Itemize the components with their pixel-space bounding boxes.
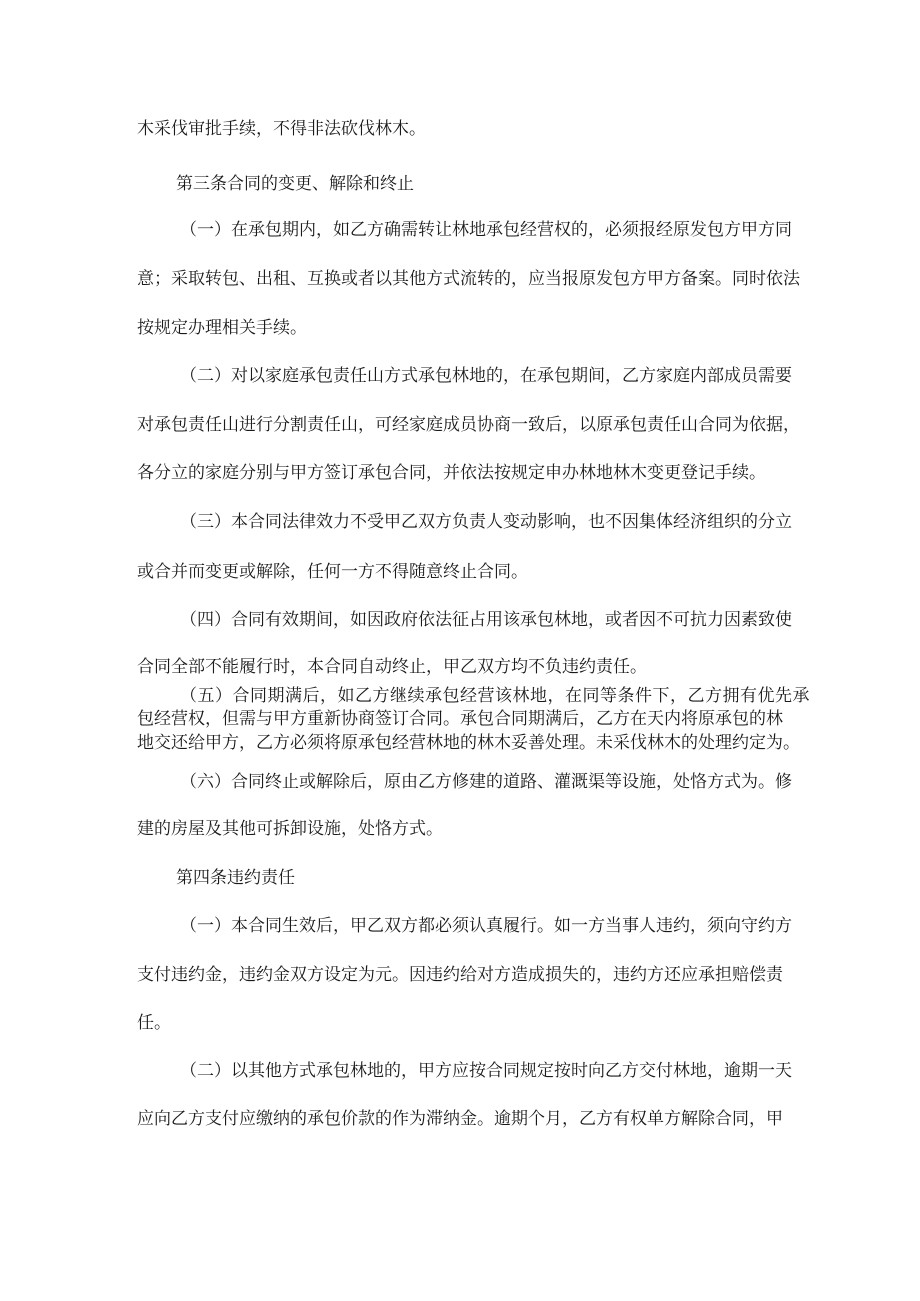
paragraph-line: 意；采取转包、出租、互换或者以其他方式流转的，应当报原发包方甲方备案。同时依法: [137, 269, 800, 289]
paragraph-line: 地交还给甲方，乙方必须将原承包经营林地的林木妥善处理。未采伐林木的处理约定为。: [137, 733, 800, 753]
paragraph-line: （六）合同终止或解除后，原由乙方修建的道路、灌溉渠等设施，处恪方式为。修: [180, 772, 792, 792]
paragraph-line: 木采伐审批手续，不得非法砍伐林木。: [137, 119, 426, 139]
paragraph-line: （一）在承包期内，如乙方确需转让林地承包经营权的，必须报经原发包方甲方同: [180, 220, 792, 240]
section-heading: 第三条合同的变更、解除和终止: [176, 174, 414, 194]
paragraph-line: 包经营权，但需与甲方重新协商签订合同。承包合同期满后，乙方在天内将原承包的林: [137, 709, 783, 729]
paragraph-line: 支付违约金，违约金双方设定为元。因违约给对方造成损失的，违约方还应承担赔偿责: [137, 965, 783, 985]
paragraph-line: 建的房屋及其他可拆卸设施，处恪方式。: [137, 819, 443, 839]
paragraph-line: 应向乙方支付应缴纳的承包价款的作为滞纳金。逾期个月，乙方有权单方解除合同，甲: [137, 1109, 783, 1129]
paragraph-line: 各分立的家庭分别与甲方签订承包合同，并依法按规定申办林地林木变更登记手续。: [137, 463, 766, 483]
paragraph-line: （一）本合同生效后，甲乙双方都必须认真履行。如一方当事人违约，须向守约方: [180, 916, 792, 936]
paragraph-line: 任。: [137, 1013, 171, 1033]
paragraph-line: （二）对以家庭承包责任山方式承包林地的，在承包期间，乙方家庭内部成员需要: [180, 366, 792, 386]
paragraph-line: （五）合同期满后，如乙方继续承包经营该林地，在同等条件下，乙方拥有优先承: [180, 686, 810, 706]
paragraph-line: 合同全部不能履行时，本合同自动终止，甲乙双方均不负违约责任。: [137, 657, 647, 677]
paragraph-line: （四）合同有效期间，如因政府依法征占用该承包林地，或者因不可抗力因素致使: [180, 610, 792, 630]
paragraph-line: （二）以其他方式承包林地的，甲方应按合同规定按时向乙方交付林地，逾期一天: [180, 1061, 792, 1081]
paragraph-line: （三）本合同法律效力不受甲乙双方负责人变动影响，也不因集体经济组织的分立: [180, 512, 792, 532]
paragraph-line: 或合并而变更或解除，任何一方不得随意终止合同。: [137, 562, 528, 582]
paragraph-line: 按规定办理相关手续。: [137, 318, 307, 338]
section-heading: 第四条违约责任: [176, 868, 295, 888]
paragraph-line: 对承包责任山进行分割责任山，可经家庭成员协商一致后，以原承包责任山合同为依据，: [137, 415, 800, 435]
